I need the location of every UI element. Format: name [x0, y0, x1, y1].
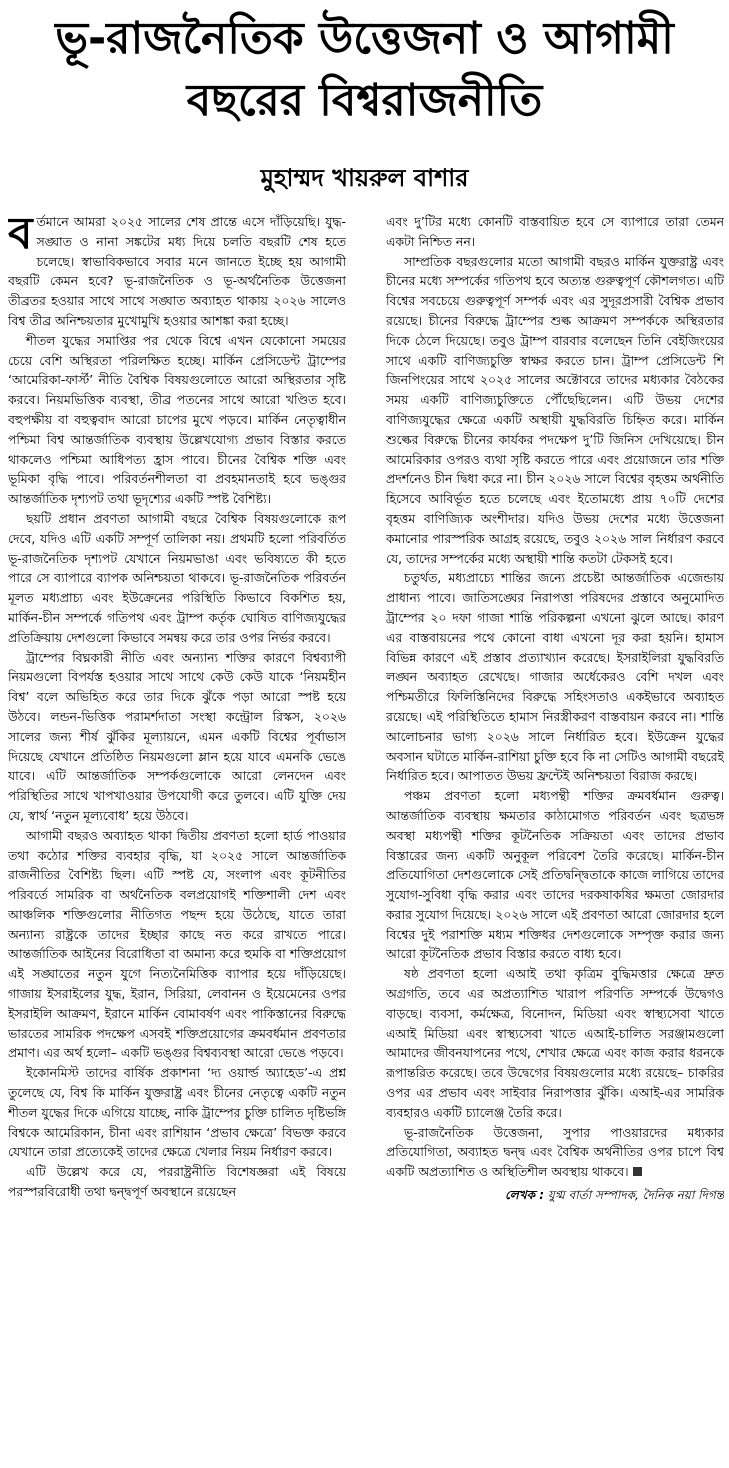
footer-label: লেখক :	[504, 1188, 544, 1203]
drop-cap: ব	[8, 212, 33, 259]
author-byline: মুহাম্মদ খায়রুল বাশার	[260, 164, 469, 192]
footer-text: যুগ্ম বার্তা সম্পাদক, দৈনিক নয়া দিগন্ত	[547, 1188, 724, 1203]
paragraph: আগামী বছরও অব্যাহত থাকা দ্বিতীয় প্রবণতা হলো হার্ড পাওয়ার তথা কঠোর শক্তির ব্যবহার বৃদ্ধি, যা ২০২৫ সালে আন্তর্জাতিক রাজনীতির বৈশিষ্ট্য ছিল। এটি স্পষ্ট যে, সংলাপ এবং কূটনীতির পরিবর্তে সামরিক বা অর্থনৈতিক বলপ্রয়োগই শক্তিশালী দেশ এবং আঞ্চলিক শক্তিগুলোর নীতিগত পছন্দ হয়ে উঠেছে, যাতে তারা অন্যান্য রাষ্ট্রকে তাদের ইচ্ছার কাছে নত করে রাখতে পারে। আন্তর্জাতিক আইনের বিরোধিতা বা অমান্য করে হুমকি বা শক্তিপ্রয়োগ এই সঙ্ঘাতের নতুন যুগে নিত্যনৈমিত্তিক ব্যাপার হয়ে দাঁড়িয়েছে। গাজায় ইসরাইলের যুদ্ধ, ইরান, সিরিয়া, লেবানন ও ইয়েমেনের ওপর ইসরাইলি আক্রমণ, ইরানে মার্কিন বোমাবর্ষণ এবং পাকিস্তানের বিরুদ্ধে ভারতের সামরিক পদক্ষেপ এসবই শক্তিপ্রয়োগের ক্রমবর্ধমান প্রবণতার প্রমাণ। এর অর্থ হলো– একটি ভঙ্গুর বিশ্বব্যবস্থা আরো ভেঙে পড়বে।	[8, 827, 346, 1061]
paragraph: ইকোনমিস্ট তাদের বার্ষিক প্রকাশনা ‘দ্য ওয়ার্ল্ড অ্যাহেড’-এ প্রশ্ন তুলেছে যে, বিশ্ব কি মার্কিন যুক্তরাষ্ট্র এবং চীনের নেতৃত্বে একটি নতুন শীতল যুদ্ধের দিকে এগিয়ে যাচ্ছে, নাকি ট্রাম্পের চুক্তি চালিত দৃষ্টিভঙ্গি বিশ্বকে আমেরিকান, চীনা এবং রাশিয়ান ‘প্রভাব ক্ষেত্রে’ বিভক্ত করবে যেখানে তারা প্রত্যেকেই তাদের ক্ষেত্রে খেলার নিয়ম নির্ধারণ করবে।	[8, 1065, 346, 1160]
headline-line-1: ভূ-রাজনৈতিক উত্তেজনা ও আগামী	[55, 13, 674, 64]
end-mark-icon	[633, 1167, 642, 1176]
paragraph: সাম্প্রতিক বছরগুলোর মতো আগামী বছরও মার্কিন যুক্তরাষ্ট্র এবং চীনের মধ্যে সম্পর্কের গতিপথ হবে অত্যন্ত গুরুত্বপূর্ণ কৌশলগত। এটি বিশ্বের সবচেয়ে গুরুত্বপূর্ণ সম্পর্ক এবং এর সুদূরপ্রসারী বৈশ্বিক প্রভাব রয়েছে। চীনের বিরুদ্ধে ট্রাম্পের শুল্ক আক্রমণ সম্পর্ককে অস্থিরতার দিকে ঠেলে দিয়েছে। তবুও ট্রাম্প বারবার বলেছেন তিনি বেইজিংয়ের সাথে একটি বাণিজ্যচুক্তি স্বাক্ষর করতে চান। ট্রাম্প প্রেসিডেন্ট শি জিনপিংয়ের সাথে ২০২৫ সালের অক্টোবরে তাদের মধ্যকার বৈঠকের সময় একটি বাণিজ্যচুক্তিতে পৌঁছেছিলেন। এটি উভয় দেশের বাণিজ্যযুদ্ধের ক্ষেত্রে একটি অস্থায়ী যুদ্ধবিরতি চিহ্নিত করে। মার্কিন শুল্কের বিরুদ্ধে চীনের কার্যকর পদক্ষেপ দু’টি জিনিস দেখিয়েছে। চীন আমেরিকার ওপরও ব্যথা সৃষ্টি করতে পারে এবং প্রয়োজনে তার শক্তি প্রদর্শনেও চীন দ্বিধা করে না। চীন ২০২৬ সালে বিশ্বের বৃহত্তম অর্থনীতি হিসেবে আবির্ভূত হতে চলেছে এবং ইতোমধ্যে প্রায় ৭০টি দেশের বৃহত্তম বাণিজ্যিক অংশীদার। যদিও উভয় দেশের মধ্যে উত্তেজনা কমানোর পারস্পরিক আগ্রহ রয়েছে, তবুও ২০২৬ সাল নির্ধারণ করবে যে, তাদের সম্পর্কের মধ্যে অস্থায়ী শান্তি কতটা টেকসই হবে।	[386, 253, 724, 566]
paragraph: বর্তমানে আমরা ২০২৫ সালের শেষ প্রান্তে এসে দাঁড়িয়েছি। যুদ্ধ-সঙ্ঘাত ও নানা সঙ্কটের মধ্য দিয়ে চলতি বছরটি শেষ হতে চলেছে। স্বাভাবিকভাবে সবার মনে জানতে ইচ্ছে হয় আগামী বছরটি কেমন হবে? ভূ-রাজনৈতিক ও ভূ-অর্থনৈতিক উত্তেজনা তীব্রতর হওয়ার সাথে সাথে সঙ্ঘাত অব্যাহত থাকায় ২০২৬ সালেও বিশ্ব তীব্র অনিশ্চয়তার মুখোমুখি হওয়ার আশঙ্কা করা হচ্ছে।	[8, 212, 346, 328]
paragraph: শীতল যুদ্ধের সমাপ্তির পর থেকে বিশ্বে এখন যেকোনো সময়ের চেয়ে বেশি অস্থিরতা পরিলক্ষিত হচ্ছে। মার্কিন প্রেসিডেন্ট ট্রাম্পের ‘আমেরিকা-ফার্স্ট’ নীতি বৈশ্বিক বিষয়গুলোতে আরো অস্থিরতার সৃষ্টি করবে। নিয়মভিত্তিক ব্যবস্থা, তীব্র পতনের সাথে আরো খণ্ডিত হবে। বহুপক্ষীয় বা বহুত্ববাদ আরো চাপের মুখে পড়বে। মার্কিন নেতৃত্বাধীন পশ্চিমা বিশ্ব আন্তর্জাতিক ব্যবস্থায় উল্লেখযোগ্য প্রভাব বিস্তার করতে থাকলেও পশ্চিমা আধিপত্য হ্রাস পাবে। চীনের বৈশ্বিক শক্তি এবং ভূমিকা বৃদ্ধি পাবে। পরিবর্তনশীলতা বা প্রবহমানতাই হবে ভঙ্গুর আন্তর্জাতিক দৃশ্যপট তথা ভূদৃশ্যের একটি স্পষ্ট বৈশিষ্ট্য।	[8, 332, 346, 507]
paragraph: পঞ্চম প্রবণতা হলো মধ্যপন্থী শক্তির ক্রমবর্ধমান গুরুত্ব। আন্তর্জাতিক ব্যবস্থায় ক্ষমতার কাঠামোগত পরিবর্তন এবং ছত্রভঙ্গ অবস্থা মধ্যপন্থী শক্তির কূটনৈতিক সক্রিয়তা এবং তাদের প্রভাব বিস্তারের জন্য একটি অনুকূল পরিবেশ তৈরি করেছে। মার্কিন-চীন প্রতিযোগিতা দেশগুলোকে সেই প্রতিদ্বন্দ্বিতাকে কাজে লাগিয়ে তাদের সুযোগ-সুবিধা বৃদ্ধি করার এবং তাদের দরকষাকষির ক্ষমতা জোরদার করার সুযোগ দিয়েছে। ২০২৬ সালে এই প্রবণতা আরো জোরদার হলে বিশ্বের দুই পরাশক্তি মধ্যম শক্তিধর দেশগুলোকে সম্পৃক্ত করার জন্য আরো কূটনৈতিক প্রভাব বিস্তার করতে বাধ্য হবে।	[386, 788, 724, 962]
article-column-right	[386, 212, 724, 1464]
paragraph: ছয়টি প্রধান প্রবণতা আগামী বছরে বৈশ্বিক বিষয়গুলোকে রূপ দেবে, যদিও এটি একটি সম্পূর্ণ তালিকা নয়। প্রথমটি হলো পরিবর্তিত ভূ-রাজনৈতিক দৃশ্যপট যেখানে নিয়মভাঙা এবং ভবিষ্যতে কী হতে পারে সে ব্যাপারে ব্যাপক অনিশ্চয়তা থাকবে। ভূ-রাজনৈতিক পরিবর্তন মূলত মধ্যপ্রাচ্য এবং ইউক্রেনের পরিস্থিতি কিভাবে বিকশিত হয়, মার্কিন-চীন সম্পর্কে গতিপথ এবং ট্রাম্প কর্তৃক ঘোষিত বাণিজ্যযুদ্ধের প্রতিক্রিয়ায় দেশগুলো কিভাবে সমন্বয় করে তার ওপর নির্ভর করবে।	[8, 510, 346, 645]
paragraph: এটি উল্লেখ করে যে, পররাষ্ট্রনীতি বিশেষজ্ঞরা এই বিষয়ে পরস্পরবিরোধী তথা দ্বন্দ্বপূর্ণ অবস্থানে রয়েছেন	[8, 1164, 346, 1200]
article-column-left	[8, 212, 346, 1464]
paragraph: ট্রাম্পের বিঘ্নকারী নীতি এবং অন্যান্য শক্তির কারণে বিশ্বব্যাপী নিয়মগুলো বিপর্যস্ত হওয়ার সাথে সাথে কেউ কেউ যাকে ‘নিয়মহীন বিশ্ব’ বলে অভিহিত করে তার দিকে ঝুঁকে পড়া আরো স্পষ্ট হয়ে উঠবে। লন্ডন-ভিত্তিক পরামর্শদাতা সংস্থা কন্ট্রোল রিস্কস, ২০২৬ সালের জন্য শীর্ষ ঝুঁকির মূল্যায়নে, এমন একটি বিশ্বের পূর্বাভাস দিয়েছে যেখানে প্রতিষ্ঠিত নিয়মগুলো ম্লান হয়ে যাবে এমনকি ভেঙে যাবে। এটি আন্তর্জাতিক সম্পর্কগুলোকে আরো লেনদেন এবং পরিস্থিতির সাথে খাপখাওয়ার উপযোগী করে তুলবে। এটি যুক্তি দেয় যে, স্বার্থ ‘নতুন মূল্যবোধ’ হয়ে উঠবে।	[8, 649, 346, 823]
headline-line-2: বছরের বিশ্বরাজনীতি	[186, 75, 543, 126]
paragraph: ভূ-রাজনৈতিক উত্তেজনা, সুপার পাওয়ারদের মধ্যকার প্রতিযোগিতা, অব্যাহত দ্বন্দ্ব এবং বৈশ্বিক অর্থনীতির ওপর চাপে বিশ্ব একটি অপ্রত্যাশিত ও অস্থিতিশীল অবস্থায় থাকবে।	[386, 1124, 724, 1180]
article-headline	[0, 8, 729, 132]
paragraph: ষষ্ঠ প্রবণতা হলো এআই তথা কৃত্রিম বুদ্ধিমত্তার ক্ষেত্রে দ্রুত অগ্রগতি, তবে এর অপ্রত্যাশিত খারাপ পরিণতি সম্পর্কে উদ্বেগও বাড়ছে। ব্যবসা, কর্মক্ষেত্র, বিনোদন, মিডিয়া এবং স্বাস্থ্যসেবা খাতে এআই মিডিয়া এবং স্বাস্থ্যসেবা খাতে এআই-চালিত সরঞ্জামগুলো আমাদের জীবনযাপনের পথে, শেখার ক্ষেত্রে এবং কাজ করার ধরনকে রূপান্তরিত করেছে। তবে উদ্বেগের বিষয়গুলোর মধ্যে রয়েছে– চাকরির ওপর এর প্রভাব এবং সাইবার নিরাপত্তার ঝুঁকি। এআই-এর সামরিক ব্যবহারও একটি চ্যালেঞ্জ তৈরি করে।	[386, 966, 724, 1120]
paragraph: এবং দু’টির মধ্যে কোনটি বাস্তবায়িত হবে সে ব্যাপারে তারা তেমন একটা নিশ্চিত নন।	[386, 214, 724, 249]
author-footer	[386, 1186, 724, 1205]
paragraph: চতুর্থত, মধ্যপ্রাচ্যে শান্তির জন্যে প্রচেষ্টা আন্তর্জাতিক এজেন্ডায় প্রাধান্য পাবে। জাতিসঙ্ঘের নিরাপত্তা পরিষদের প্রস্তাবে অনুমোদিত ট্রাম্পের ২০ দফা গাজা শান্তি পরিকল্পনা এখনো ঝুলে আছে। কারণ এর বাস্তবায়নের পথে কোনো বাধা এখনো দূর করা হয়নি। হামাস বিভিন্ন কারণে এই প্রস্তাব প্রত্যাখ্যান করেছে। ইসরাইলিরা যুদ্ধবিরতি লঙ্ঘন অব্যাহত রেখেছে। গাজার অর্ধেকেরও বেশি দখল এবং পশ্চিমতীরে ফিলিস্তিনিদের বিরুদ্ধে সহিংসতাও একইভাবে অব্যাহত রয়েছে। এই পরিস্থিতিতে হামাস নিরস্ত্রীকরণ বাস্তবায়ন করবে না। শান্তি আলোচনার ভাগ্য ২০২৬ সালে নির্ধারিত হবে। ইউক্রেন যুদ্ধের অবসান ঘটাতে মার্কিন-রাশিয়া চুক্তি হবে কি না সেটিও আগামী বছরেই নির্ধারিত হবে। আপাতত উভয় ফ্রন্টেই অনিশ্চয়তা বিরাজ করছে।	[386, 570, 724, 784]
